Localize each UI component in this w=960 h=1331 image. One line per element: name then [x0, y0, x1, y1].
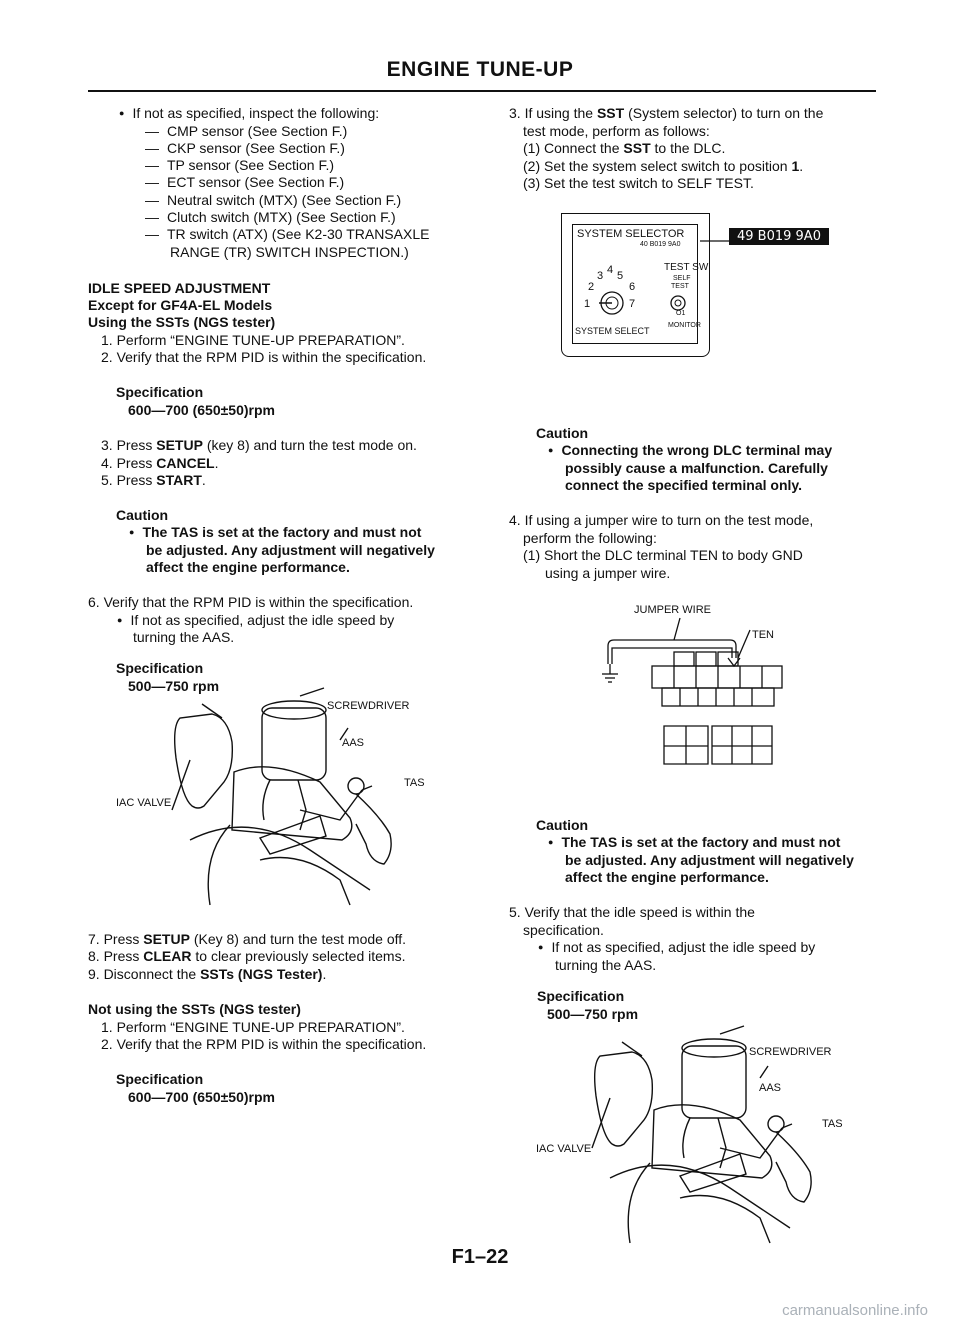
spec-label: Specification — [537, 988, 625, 1004]
screwdriver-label: SCREWDRIVER — [749, 1046, 832, 1058]
caution-text: ● Connecting the wrong DLC terminal may — [548, 442, 832, 460]
subheading: Using the SSTs (NGS tester) — [88, 314, 276, 330]
step: 3. Press SETUP (key 8) and turn the test mode on. — [101, 437, 417, 453]
step-bullet: turning the AAS. — [133, 629, 235, 645]
inspect-item: — ECT sensor (See Section F.) — [145, 174, 344, 190]
page-title: ENGINE TUNE-UP — [386, 58, 574, 81]
watermark: carmanualsonline.info — [782, 1302, 928, 1319]
step: 9. Disconnect the SSTs (NGS Tester). — [88, 966, 327, 982]
section-heading: IDLE SPEED ADJUSTMENT — [88, 280, 271, 296]
step: 4. If using a jumper wire to turn on the test mode, — [509, 512, 814, 528]
idle-adjust-drawing — [150, 690, 450, 905]
self-label: SELF — [673, 275, 691, 282]
caution-text: affect the engine performance. — [565, 869, 769, 885]
part-number-badge: 49 B019 9A0 — [729, 228, 829, 245]
dial-number: 4 — [607, 264, 614, 276]
step: 8. Press CLEAR to clear previously selected items. — [88, 948, 406, 964]
iac-valve-label: IAC VALVE — [116, 797, 172, 809]
monitor-label: MONITOR — [668, 322, 701, 329]
inspect-item: RANGE (TR) SWITCH INSPECTION.) — [170, 244, 409, 260]
dial-number: 7 — [629, 298, 636, 310]
system-select-dial[interactable] — [594, 285, 634, 325]
caution-text: ● The TAS is set at the factory and must not — [129, 524, 421, 542]
step: test mode, perform as follows: — [523, 123, 710, 139]
part-number-small: 40 B019 9A0 — [640, 241, 681, 248]
iac-valve-label: IAC VALVE — [536, 1143, 592, 1155]
subheading: Not using the SSTs (NGS tester) — [88, 1001, 301, 1017]
inspect-item: — CMP sensor (See Section F.) — [145, 123, 347, 139]
caution-text: be adjusted. Any adjustment will negatively — [565, 852, 854, 868]
inspect-intro: ● If not as specified, inspect the following: — [119, 105, 379, 123]
title-rule — [88, 90, 876, 92]
aas-label: AAS — [342, 737, 365, 749]
system-selector-title: SYSTEM SELECTOR — [577, 228, 685, 240]
dlc-connector-drawing — [600, 614, 790, 774]
o1-label: O1 — [676, 310, 686, 317]
dial-number: 5 — [617, 270, 624, 282]
step: 5. Press START. — [101, 472, 206, 488]
system-select-label: SYSTEM SELECT — [575, 326, 650, 336]
step: 3. If using the SST (System selector) to turn on the — [509, 105, 824, 121]
dial-number: 6 — [629, 281, 636, 293]
badge-leader-line — [700, 239, 730, 243]
dial-number: 3 — [597, 270, 604, 282]
jumper-wire-label: JUMPER WIRE — [634, 604, 711, 616]
spec-label: Specification — [116, 384, 204, 400]
step-bullet: ● If not as specified, adjust the idle speed by — [117, 612, 394, 630]
tas-label: TAS — [404, 777, 425, 789]
caution-text: connect the specified terminal only. — [565, 477, 803, 493]
spec-value: 500—750 rpm — [547, 1006, 639, 1022]
inspect-item: — CKP sensor (See Section F.) — [145, 140, 345, 156]
aas-label: AAS — [759, 1082, 782, 1094]
substep: (2) Set the system select switch to position 1. — [523, 158, 804, 174]
subheading: Except for GF4A-EL Models — [88, 297, 273, 313]
inspect-item: — TR switch (ATX) (See K2-30 TRANSAXLE — [145, 226, 429, 242]
spec-label: Specification — [116, 1071, 204, 1087]
screwdriver-label: SCREWDRIVER — [327, 700, 410, 712]
dial-number: 1 — [584, 298, 591, 310]
test-sw-label: TEST SW — [664, 262, 709, 273]
step: 5. Verify that the idle speed is within the — [509, 904, 755, 920]
step: specification. — [523, 922, 604, 938]
inspect-item: — Neutral switch (MTX) (See Section F.) — [145, 192, 401, 208]
spec-value: 500—750 rpm — [128, 678, 220, 694]
substep: using a jumper wire. — [545, 565, 671, 581]
ten-label: TEN — [752, 629, 774, 641]
step: 1. Perform “ENGINE TUNE-UP PREPARATION”. — [101, 1019, 405, 1035]
spec-value: 600—700 (650±50)rpm — [128, 402, 275, 418]
idle-adjust-drawing — [570, 1028, 870, 1243]
caution-text: affect the engine performance. — [146, 559, 350, 575]
spec-value: 600—700 (650±50)rpm — [128, 1089, 275, 1105]
inspect-item: — Clutch switch (MTX) (See Section F.) — [145, 209, 396, 225]
spec-label: Specification — [116, 660, 204, 676]
step: 7. Press SETUP (Key 8) and turn the test mode off. — [88, 931, 407, 947]
substep: (3) Set the test switch to SELF TEST. — [523, 175, 754, 191]
caution-text: be adjusted. Any adjustment will negatively — [146, 542, 435, 558]
substep: (1) Connect the SST to the DLC. — [523, 140, 726, 156]
page-number: F1–22 — [451, 1246, 509, 1268]
caution-label: Caution — [536, 817, 589, 833]
dial-number: 2 — [588, 281, 595, 293]
caution-text: possibly cause a malfunction. Carefully — [565, 460, 828, 476]
step: perform the following: — [523, 530, 657, 546]
step: 2. Verify that the RPM PID is within the specification. — [101, 349, 427, 365]
step-bullet: turning the AAS. — [555, 957, 657, 973]
step-bullet: ● If not as specified, adjust the idle speed by — [538, 939, 815, 957]
step: 4. Press CANCEL. — [101, 455, 219, 471]
caution-label: Caution — [536, 425, 589, 441]
caution-label: Caution — [116, 507, 169, 523]
tas-label: TAS — [822, 1118, 843, 1130]
step: 1. Perform “ENGINE TUNE-UP PREPARATION”. — [101, 332, 405, 348]
substep: (1) Short the DLC terminal TEN to body GND — [523, 547, 803, 563]
inspect-item: — TP sensor (See Section F.) — [145, 157, 334, 173]
test-label: TEST — [671, 283, 689, 290]
step: 2. Verify that the RPM PID is within the specification. — [101, 1036, 427, 1052]
step: 6. Verify that the RPM PID is within the specification. — [88, 594, 414, 610]
caution-text: ● The TAS is set at the factory and must not — [548, 834, 840, 852]
